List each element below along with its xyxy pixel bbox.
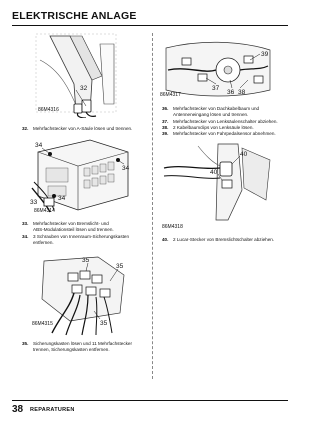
figure-code: 86M4314: [34, 208, 55, 214]
step-33: [22, 221, 148, 234]
fuse-box-illustration: [30, 138, 134, 214]
step-number: 35.: [22, 341, 29, 346]
callout-37: 37: [212, 85, 220, 92]
figure-code: 86M4316: [38, 107, 59, 113]
page-number: 38: [12, 404, 24, 415]
step-35: [22, 341, 148, 354]
callout-34-top: 34: [35, 142, 43, 149]
step-34: [22, 234, 148, 247]
callout-34-bottom: 34: [58, 195, 66, 202]
callout-32: 32: [80, 85, 88, 92]
brake-light-switch-illustration: [158, 140, 276, 232]
callout-35-bottom: 35: [100, 320, 108, 327]
header-rule: [12, 25, 288, 26]
step-number: 37.: [162, 119, 169, 124]
step-number: 40.: [162, 237, 169, 242]
callout-35-right: 35: [116, 263, 124, 270]
step-text: Mehrfachstecker von Fahrpedalsensor abnehmen.: [173, 131, 276, 136]
step-text: Mehrfachstecker von Lenksäulenschalter abziehen.: [173, 119, 278, 124]
step-number: 32.: [22, 126, 29, 131]
callout-34-right: 34: [122, 165, 130, 172]
connector-bundle-illustration: [30, 255, 134, 337]
steering-column-illustration: [158, 40, 276, 98]
figure-code: 86M4318: [162, 224, 183, 230]
section-name: REPARATUREN: [30, 407, 75, 413]
figure-86m4318: [158, 140, 276, 232]
figure-86m4315: [30, 255, 134, 337]
step-number: 33.: [22, 221, 29, 226]
step-text: Sicherungskasten lösen und 11 Mehrfachstecker trennen, Sicherungskasten entfernen.: [33, 341, 132, 353]
footer-rule: [12, 400, 288, 401]
figure-86m4316: [30, 30, 125, 118]
step-36: [162, 106, 288, 119]
step-number: 36.: [162, 106, 169, 111]
callout-39: 39: [261, 51, 269, 58]
callout-35-top: 35: [82, 257, 90, 264]
a-pillar-connector-illustration: [30, 30, 125, 118]
figure-code: 86M4315: [32, 321, 53, 327]
figure-code: 86M4317: [160, 92, 181, 98]
step-text: Mehrfachstecker von Bremslicht- und ABS-Modulationsteil lösen und trennen.: [33, 221, 114, 233]
page-footer: [12, 400, 288, 416]
step-text: 2 Lucar-Stecker von Bremslichtschalter abziehen.: [173, 237, 275, 242]
step-text: Mehrfachstecker von A-Säule lösen und trennen.: [33, 126, 133, 131]
step-number: 34.: [22, 234, 29, 239]
callout-40-right: 40: [240, 151, 248, 158]
page-title: ELEKTRISCHE ANLAGE: [12, 10, 137, 22]
step-32: [22, 126, 148, 132]
callout-40-left: 40: [210, 169, 218, 176]
step-text: Mehrfachstecker von Dachkabelbaum und Antenneneingang lösen und trennen.: [173, 106, 260, 118]
step-number: 39.: [162, 131, 169, 136]
column-divider: [152, 33, 153, 379]
callout-38: 38: [238, 89, 246, 96]
figure-86m4314: [30, 138, 134, 214]
callout-33: 33: [30, 199, 38, 206]
callout-36: 36: [227, 89, 235, 96]
step-text: 3 Schrauben von Innenraum-Sicherungskasten entfernen.: [33, 234, 130, 246]
step-text: 2 Kabelbaumclips von Lenksäule lösen.: [173, 125, 254, 130]
figure-86m4317: [158, 40, 276, 98]
step-number: 38.: [162, 125, 169, 130]
step-40: [162, 237, 288, 243]
step-39: [162, 131, 288, 137]
page-header: [12, 10, 288, 26]
